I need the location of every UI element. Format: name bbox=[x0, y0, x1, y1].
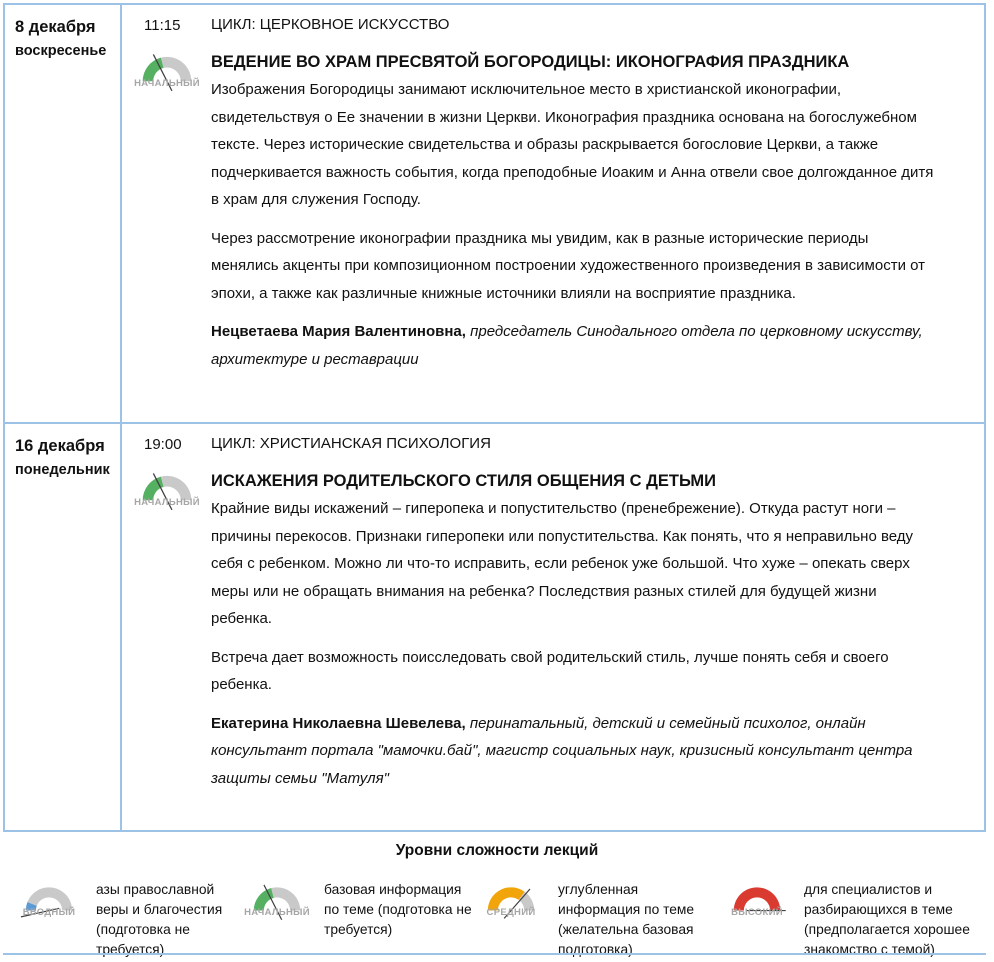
session-paragraph: Через рассмотрение иконографии праздника мы увидим, как в разные исторические периоды менялись акценты при композиционном построении художественного произведения в зависимости от эпохи, а также как различные книжные источники влияли на восприятие праздника. bbox=[211, 229, 926, 302]
legend-item-nachalny bbox=[242, 874, 476, 960]
gauge-vvodny-icon bbox=[14, 874, 84, 918]
speaker-line bbox=[211, 318, 940, 385]
time-cell bbox=[122, 5, 211, 422]
session-row bbox=[5, 5, 984, 422]
session-weekday: воскресенье bbox=[15, 43, 107, 59]
legend-item-label: НАЧАЛЬНЫЙ bbox=[244, 907, 310, 918]
session-title: ВЕДЕНИЕ ВО ХРАМ ПРЕСВЯТОЙ БОГОРОДИЦЫ: ИКОНОГРАФИЯ ПРАЗДНИКА bbox=[211, 53, 850, 71]
session-time: 11:15 bbox=[144, 17, 181, 34]
session-paragraph: Встреча дает возможность поисследовать свой родительский стиль, лучше понять себя и своего ребенка. bbox=[211, 648, 889, 693]
cycle-label: ЦИКЛ: ЦЕРКОВНОЕ ИСКУССТВО bbox=[211, 16, 450, 33]
date-cell bbox=[5, 5, 122, 422]
legend-item-description: для специалистов и разбирающихся в теме (предполагается хорошее знакомство с темой) bbox=[804, 882, 970, 957]
gauge-vysoky-icon bbox=[722, 874, 792, 918]
legend-item-sredny bbox=[476, 874, 722, 960]
session-paragraph: Крайние виды искажений – гиперопека и попустительство (пренебрежение). Откуда растут ноги – причины перекосов. Признаки гиперопеки или попустительства. Как понять, что я неправильно веду себя с ребенком. Можно ли что-то исправить, если ребенок уже большой. Что хуже – опекать сверх меры или не обращать внимания на ребенка? Последствия разных стилей для будущей жизни ребенка. bbox=[211, 500, 914, 627]
speaker-line bbox=[211, 710, 940, 805]
gauge-nachalny-icon bbox=[242, 874, 312, 918]
speaker-title: перинатальный, детский и семейный психолог, онлайн консультант портала "мамочки.бай", магистр социальных наук, кризисный консультант центра защиты семьи "Матуля" bbox=[211, 714, 913, 787]
bottom-table-divider bbox=[3, 953, 986, 955]
legend-title: Уровни сложности лекций bbox=[395, 842, 599, 859]
legend-item-label: ВЫСОКИЙ bbox=[731, 907, 783, 918]
content-cell bbox=[211, 424, 984, 830]
session-paragraph: Изображения Богородицы занимают исключительное место в христианской иконографии, свидетельствуя о Ее значении в жизни Церкви. Иконография праздника основана на богослужебном тексте. Через исторические свидетельства и образы раскрывается богословие Церкви, а также подчеркивается важность события, когда преподобные Иоаким и Анна отвели свое долгожданное дитя в храм для служения Господу. bbox=[211, 81, 934, 208]
speaker-name: Нецветаева Мария Валентиновна, bbox=[211, 323, 466, 340]
session-date: 8 декабря bbox=[15, 18, 96, 36]
date-cell bbox=[5, 424, 122, 830]
legend-item-description: базовая информация по теме (подготовка не требуется) bbox=[324, 882, 472, 937]
session-row bbox=[5, 422, 984, 830]
session-title: ИСКАЖЕНИЯ РОДИТЕЛЬСКОГО СТИЛЯ ОБЩЕНИЯ С ДЕТЬМИ bbox=[211, 472, 716, 490]
legend-item-description: азы православной веры и благочестия (подготовка не требуется) bbox=[96, 882, 223, 957]
cycle-label: ЦИКЛ: ХРИСТИАНСКАЯ ПСИХОЛОГИЯ bbox=[211, 435, 491, 452]
legend-item-vysoky bbox=[722, 874, 986, 960]
speaker-name: Екатерина Николаевна Шевелева, bbox=[211, 714, 466, 732]
session-date: 16 декабря bbox=[15, 437, 105, 455]
difficulty-gauge bbox=[134, 49, 200, 89]
difficulty-legend bbox=[0, 840, 994, 960]
speaker-title: председатель Синодального отдела по церковному искусству, архитектуре и реставрации bbox=[211, 323, 923, 368]
legend-item-label: ВВОДНЫЙ bbox=[22, 907, 76, 918]
gauge-level-label: НАЧАЛЬНЫЙ bbox=[134, 497, 200, 508]
legend-item-vvodny bbox=[14, 874, 242, 960]
session-weekday: понедельник bbox=[15, 462, 110, 478]
legend-items bbox=[0, 862, 994, 960]
time-cell bbox=[122, 424, 211, 830]
content-cell bbox=[211, 5, 984, 422]
schedule-table bbox=[3, 3, 986, 832]
session-time: 19:00 bbox=[144, 436, 182, 453]
gauge-sredny-icon bbox=[476, 874, 546, 918]
legend-item-label: СРЕДНИЙ bbox=[486, 907, 536, 918]
legend-item-description: углубленная информация по теме (желательна базовая подготовка) bbox=[558, 882, 695, 957]
difficulty-gauge bbox=[134, 468, 200, 508]
gauge-level-label: НАЧАЛЬНЫЙ bbox=[134, 78, 200, 89]
